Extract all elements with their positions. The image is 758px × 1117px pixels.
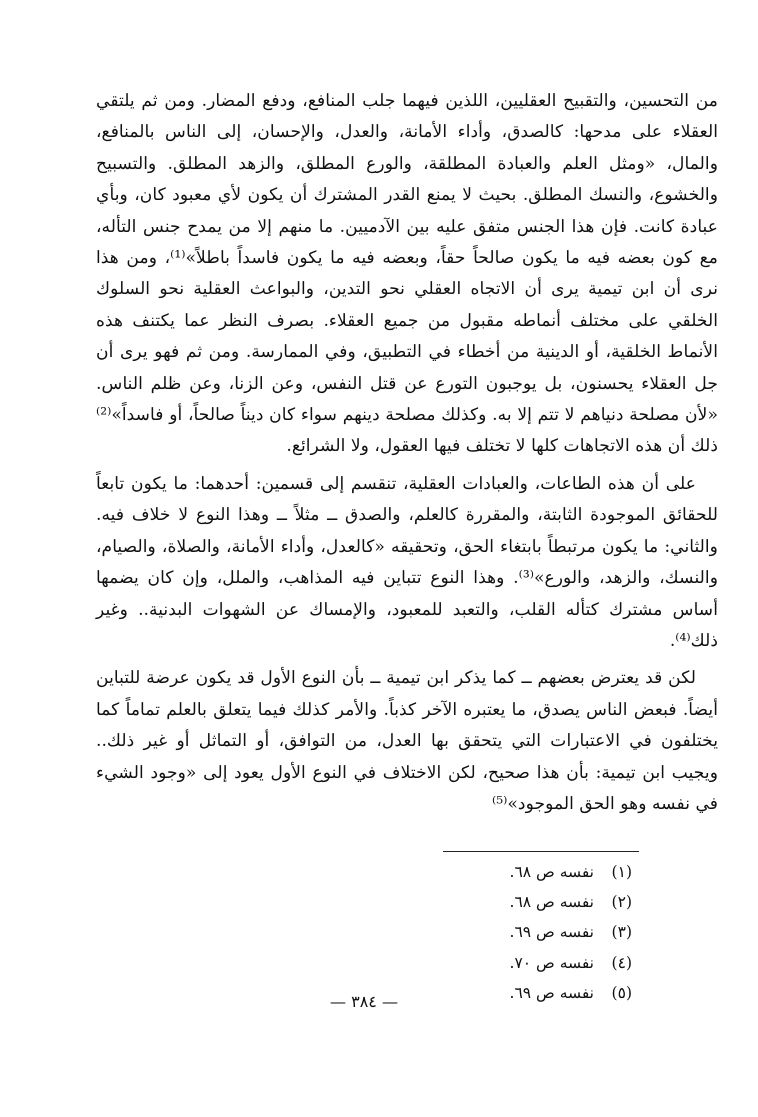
main-text	[96, 86, 718, 820]
footnote-text: نفسه ص ٧٠.	[509, 953, 594, 972]
footnote-number: (٣)	[611, 923, 632, 942]
footnote-item	[412, 887, 632, 917]
footnote-number: (٤)	[611, 953, 632, 972]
paragraph-2: على أن هذه الطاعات، والعبادات العقلية، تنقسم إلى قسمين: أحدهما: ما يكون تابعاً للحقائق الموجودة الثابتة، والمقررة كالعلم، والصدق ــ مثلاً ــ وهذا النوع لا خلاف فيه. والثاني: ما يكون مرتبطاً بابتغاء الحق، وتحقيقه «كالعدل، وأداء الأمانة، والصلاة، والصيام، والنسك، والزهد، والورع»⁽³⁾. وهذا النوع تتباين فيه المذاهب، والملل، وإن كان يضمها أساس مشترك كتأله القلب، والتعبد للمعبود، والإمساك عن الشهوات البدنية.. وغير ذلك⁽⁴⁾.	[96, 473, 718, 651]
footnote-number: (٢)	[611, 893, 632, 912]
footnote-text: نفسه ص ٦٨.	[509, 863, 594, 881]
footnote-item	[412, 857, 632, 887]
paragraph-1: من التحسين، والتقبيح العقليين، اللذين فيهما جلب المنافع، ودفع المضار. ومن ثم يلتقي العقلاء على مدحها: كالصدق، وأداء الأمانة، والعدل، والإحسان، إلى الناس بالمنافع، والمال، «ومثل العلم والعبادة المطلقة، والورع المطلق، والزهد المطلق. والتسبيح والخشوع، والنسك المطلق. بحيث لا يمنع القدر المشترك أن يكون لأي معبود كان، وبأي عبادة كانت. فإن هذا الجنس متفق عليه بين الآدميين. ما منهم إلا من يمدح جنس التأله، مع كون بعضه فيه ما يكون صالحاً حقاً، وبعضه فيه ما يكون فاسداً باطلاً»⁽¹⁾، ومن هذا نرى أن ابن تيمية يرى أن الاتجاه العقلي نحو التدين، والبواعث العقلية نحو السلوك الخلقي على مختلف أنماطه مقبول من جميع العقلاء. بصرف النظر عما يكتنف هذه الأنماط الخلقية، أو الدينية من أخطاء في التطبيق، وفي الممارسة. ومن ثم فهو يرى أن جل العقلاء يحسنون، بل يوجبون التورع عن قتل النفس، وعن الزنا، وعن ظلم الناس. «لأن مصلحة دنياهم لا تتم إلا به. وكذلك مصلحة دينهم سواء كان ديناً صالحاً، أو فاسداً»⁽²⁾ ذلك أن هذه الاتجاهات كلها لا تختلف فيها العقول، ولا الشرائع.	[96, 91, 718, 457]
footnote-text: نفسه ص ٦٨.	[509, 893, 594, 912]
footnote-text: نفسه ص ٦٩.	[509, 983, 594, 1002]
footnote-text: نفسه ص ٦٩.	[509, 923, 594, 942]
footnote-number: (٥)	[611, 983, 632, 1002]
paragraph-3: لكن قد يعترض بعضهم ــ كما يذكر ابن تيمية ــ بأن النوع الأول قد يكون عرضة للتباين أيضاً. فبعض الناس يصدق، ما يعتبره الآخر كذباً. والأمر كذلك فيما يتعلق بالعلم تماماً كما يختلفون في الاعتبارات التي يتحقق بها العدل، من التوافق، أو التماثل أو غير ذلك.. ويجيب ابن تيمية: بأن هذا صحيح، لكن الاختلاف في النوع الأول يعود إلى «وجود الشيء في نفسه وهو الحق الموجود»⁽⁵⁾	[96, 668, 718, 814]
footnote-item	[412, 978, 632, 1008]
footnote-separator	[443, 851, 639, 852]
footnote-item	[412, 917, 632, 947]
page-number: — ٣٨٤ —	[330, 992, 398, 1011]
footnote-item	[412, 948, 632, 978]
footnotes-list	[412, 857, 632, 1008]
footnote-number: (١)	[611, 863, 632, 881]
